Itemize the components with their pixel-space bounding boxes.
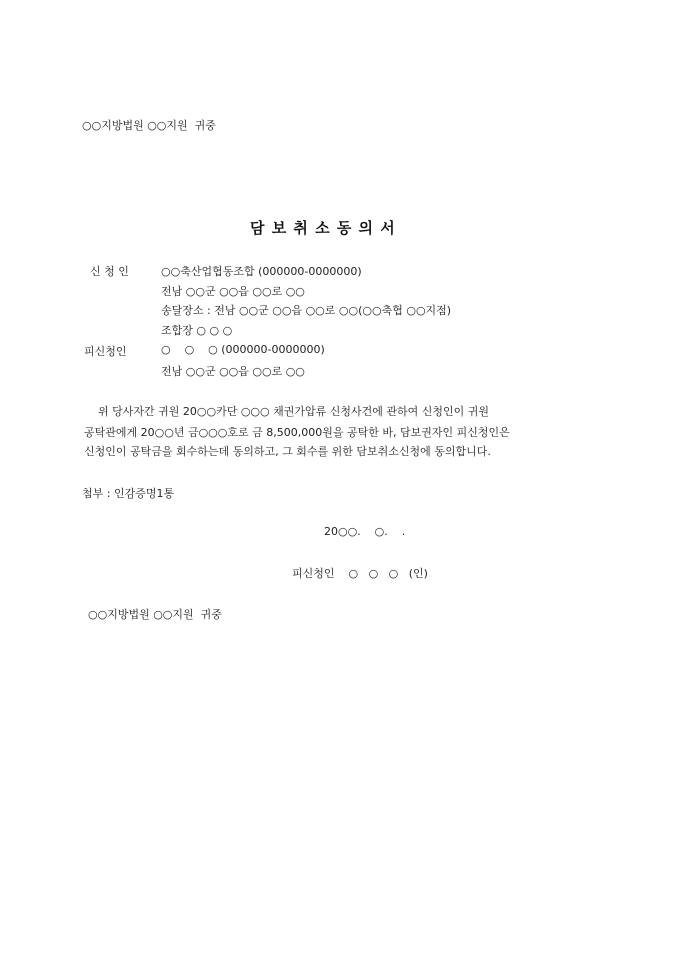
respondent-address: 전남 ○○군 ○○읍 ○○로 ○○ bbox=[161, 365, 305, 378]
applicant-address: 전남 ○○군 ○○읍 ○○로 ○○ bbox=[161, 285, 305, 298]
applicant-name: ○○축산업협동조합 (000000-0000000) bbox=[161, 265, 362, 278]
respondent-signature: 피신청인 ○ ○ ○ (인) bbox=[292, 567, 428, 580]
applicant-label: 신 청 인 bbox=[90, 265, 129, 278]
document-date: 20○○. ○. . bbox=[324, 525, 406, 538]
body-line: 위 당사자간 귀원 20○○카단 ○○○ 채권가압류 신청사건에 관하여 신청인이 귀원 bbox=[98, 405, 489, 418]
applicant-delivery-address: 송달장소 : 전남 ○○군 ○○읍 ○○로 ○○(○○축협 ○○지점) bbox=[161, 304, 452, 317]
footer-court: ○○지방법원 ○○지원 귀중 bbox=[88, 608, 222, 621]
attachment-note: 첨부 : 인감증명1통 bbox=[82, 487, 175, 500]
applicant-representative: 조합장 ○ ○ ○ bbox=[161, 324, 233, 337]
document-title: 담 보 취 소 동 의 서 bbox=[250, 219, 396, 237]
respondent-name: ○ ○ ○ (000000-0000000) bbox=[161, 343, 325, 356]
header-court: ○○지방법원 ○○지원 귀중 bbox=[82, 119, 216, 132]
body-line: 공탁관에게 20○○년 금○○○호로 금 8,500,000원을 공탁한 바, 담보권자인 피신청인은 bbox=[84, 426, 510, 439]
body-line: 신청인이 공탁금을 회수하는데 동의하고, 그 회수를 위한 담보취소신청에 동의합니다. bbox=[84, 445, 491, 458]
respondent-label: 피신청인 bbox=[84, 345, 127, 358]
